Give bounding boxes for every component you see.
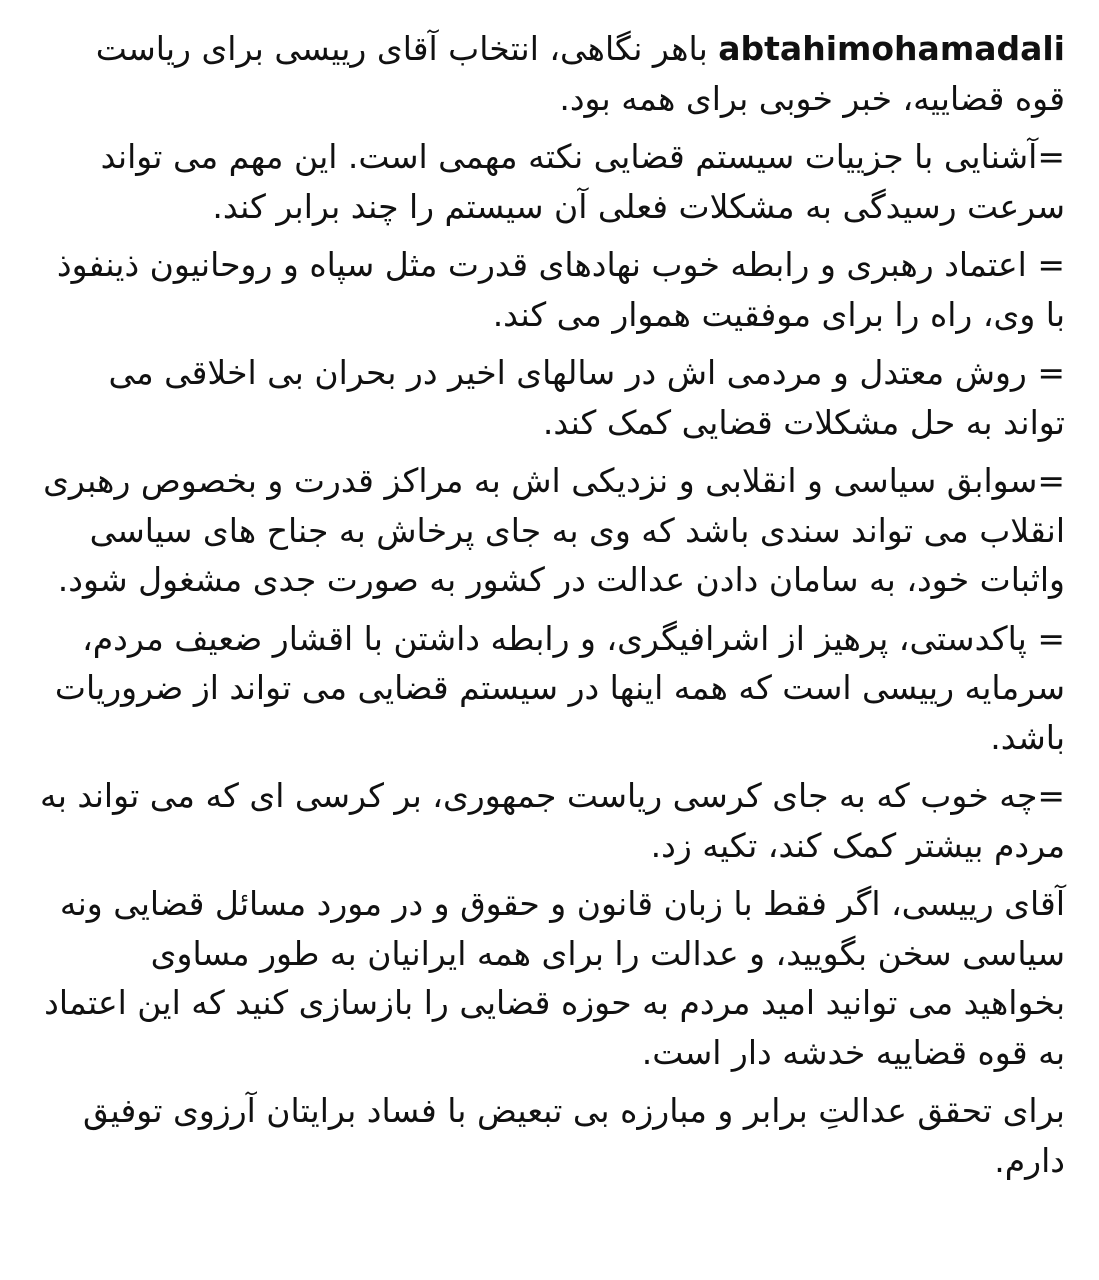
intro-text: باهر نگاهی، انتخاب آقای رییسی برای ریاست قوه قضاییه، خبر خوبی برای همه بود.	[95, 29, 1065, 118]
caption-intro	[40, 24, 1065, 123]
caption-paragraph: =چه خوب که به جای کرسی ریاست جمهوری، بر کرسی ای که می تواند به مردم بیشتر کمک کند، تکیه زد.	[40, 776, 1065, 865]
post-caption	[40, 24, 1065, 1185]
author-username[interactable]: abtahimohamadali	[718, 29, 1065, 68]
caption-paragraph: آقای رییسی، اگر فقط با زبان قانون و حقوق و در مورد مسائل قضایی ونه سیاسی سخن بگویید، و عدالت را برای همه ایرانیان به طور مساوی بخواهید می توانید امید مردم به حوزه قضایی را بازسازی کنید که این اعتماد به قوه قضاییه خدشه دار است.	[44, 884, 1065, 1072]
caption-paragraph: = پاکدستی، پرهیز از اشرافیگری، و رابطه داشتن با اقشار ضعیف مردم، سرمایه رییسی است که همه اینها در سیستم قضایی می تواند از ضروریات باشد.	[54, 618, 1065, 757]
caption-paragraph: برای تحقق عدالتِ برابر و مبارزه بی تبعیض با فساد برایتان آرزوی توفیق دارم.	[83, 1091, 1065, 1180]
caption-paragraph: = اعتماد رهبری و رابطه خوب نهادهای قدرت مثل سپاه و روحانیون ذینفوذ با وی، راه را برای موفقیت هموار می کند.	[56, 245, 1065, 334]
caption-paragraph: =آشنایی با جزییات سیستم قضایی نکته مهمی است. این مهم می تواند سرعت رسیدگی به مشکلات فعلی آن سیستم را چند برابر کند.	[100, 137, 1065, 226]
caption-paragraph: =سوابق سیاسی و انقلابی و نزدیکی اش به مراکز قدرت و بخصوص رهبری انقلاب می تواند سندی باشد که وی به جای پرخاش به جناح های سیاسی واثبات خود، به سامان دادن عدالت در کشور به صورت جدی مشغول شود.	[43, 461, 1065, 599]
caption-paragraph: = روش معتدل و مردمی اش در سالهای اخیر در بحران بی اخلاقی می تواند به حل مشکلات قضایی کمک کند.	[108, 353, 1065, 442]
